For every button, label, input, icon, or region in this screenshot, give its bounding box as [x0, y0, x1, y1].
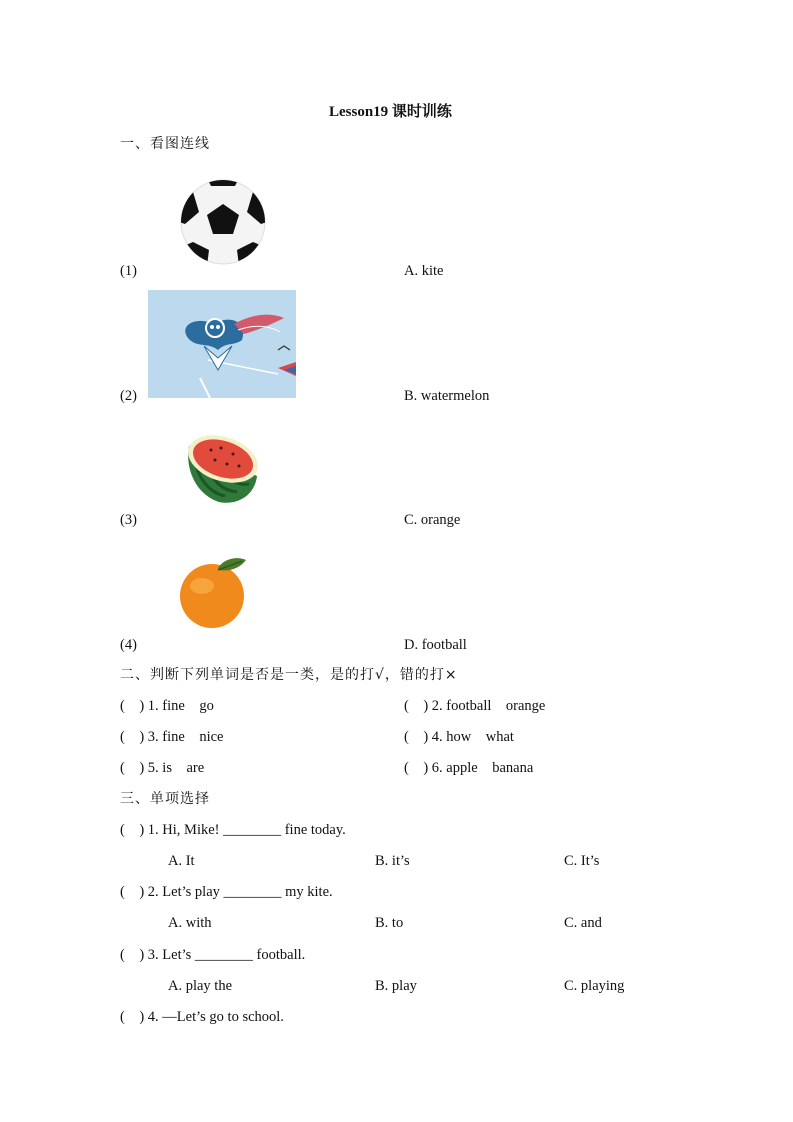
match-choice-a: A. kite: [404, 263, 444, 279]
answer-blank[interactable]: ( ): [404, 729, 429, 745]
answer-blank[interactable]: ( ): [404, 698, 429, 714]
option-c: C. and: [564, 915, 602, 931]
match-item-4-number: (4): [120, 637, 137, 653]
match-item-3-number: (3): [120, 512, 137, 528]
answer-blank[interactable]: ( ): [120, 822, 145, 838]
question-4: [120, 1008, 284, 1026]
kite-icon: [148, 290, 296, 398]
question-text: 2. Let’s play ________ my kite.: [147, 884, 333, 900]
section1-heading: 一、看图连线: [120, 136, 210, 152]
judge-item-6: [404, 759, 533, 777]
match-item-2-number: (2): [120, 388, 137, 404]
match-choice-b: B. watermelon: [404, 388, 490, 404]
answer-blank[interactable]: ( ): [120, 1009, 145, 1025]
answer-blank[interactable]: ( ): [120, 884, 145, 900]
option-a: A. with: [168, 915, 212, 931]
orange-icon: [178, 556, 250, 630]
question-text: 4. —Let’s go to school.: [147, 1009, 284, 1025]
answer-blank[interactable]: ( ): [120, 698, 145, 714]
option-a: A. It: [168, 853, 195, 869]
judge-item-text: 2. football orange: [431, 698, 546, 714]
question-2: [120, 883, 333, 901]
judge-item-text: 6. apple banana: [431, 760, 534, 776]
judge-item-3: [120, 728, 224, 746]
page-title: Lesson19 课时训练: [329, 104, 452, 120]
judge-item-2: [404, 697, 545, 715]
judge-item-text: 5. is are: [147, 760, 205, 776]
question-1: [120, 821, 346, 839]
judge-item-text: 4. how what: [431, 729, 514, 745]
answer-blank[interactable]: ( ): [404, 760, 429, 776]
watermelon-icon: [181, 428, 261, 506]
match-choice-c: C. orange: [404, 512, 461, 528]
judge-item-text: 3. fine nice: [147, 729, 224, 745]
judge-item-text: 1. fine go: [147, 698, 214, 714]
question-text: 1. Hi, Mike! ________ fine today.: [147, 822, 346, 838]
answer-blank[interactable]: ( ): [120, 729, 145, 745]
option-c: C. playing: [564, 978, 625, 994]
option-b: B. to: [375, 915, 404, 931]
match-choice-d: D. football: [404, 637, 467, 653]
section3-heading: 三、单项选择: [120, 791, 210, 807]
question-3: [120, 946, 305, 964]
football-icon: [179, 178, 267, 266]
option-c: C. It’s: [564, 853, 600, 869]
answer-blank[interactable]: ( ): [120, 947, 145, 963]
match-item-1-number: (1): [120, 263, 137, 279]
section2-heading: 二、判断下列单词是否是一类，是的打√，错的打×: [120, 667, 458, 683]
question-text: 3. Let’s ________ football.: [147, 947, 306, 963]
judge-item-1: [120, 697, 214, 715]
option-a: A. play the: [168, 978, 233, 994]
judge-item-5: [120, 759, 204, 777]
judge-item-4: [404, 728, 514, 746]
option-b: B. it’s: [375, 853, 410, 869]
option-b: B. play: [375, 978, 417, 994]
answer-blank[interactable]: ( ): [120, 760, 145, 776]
